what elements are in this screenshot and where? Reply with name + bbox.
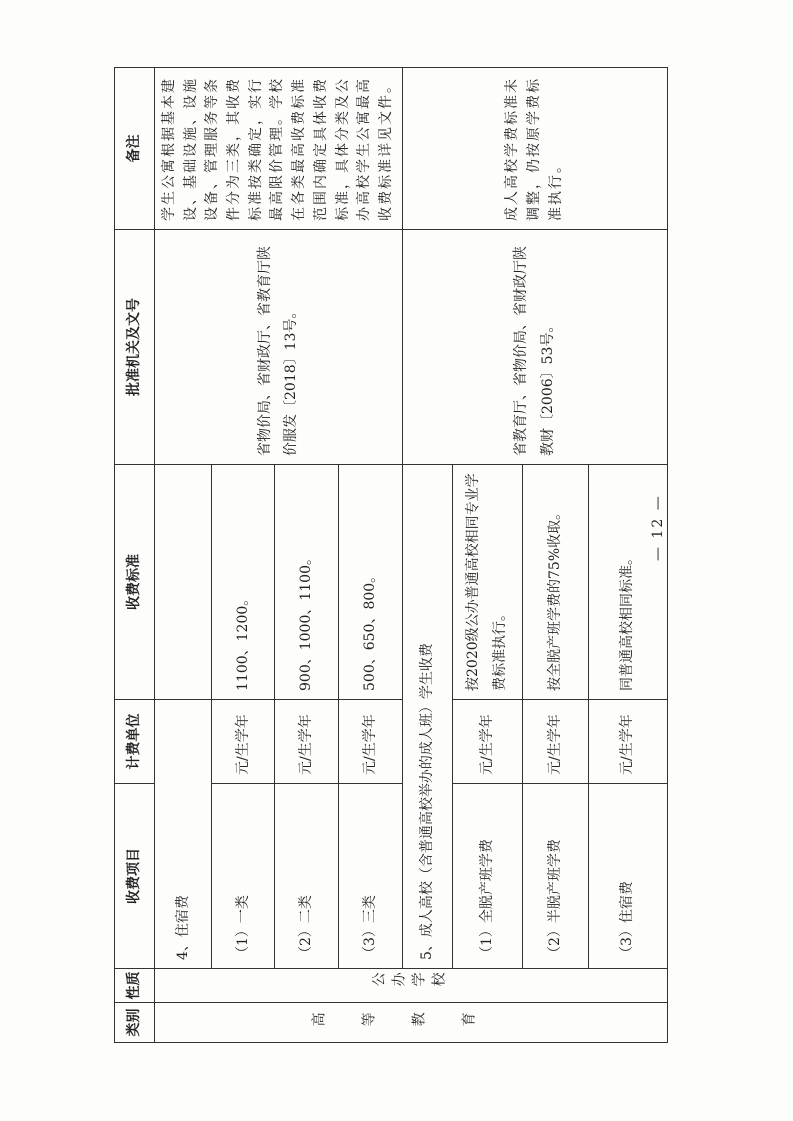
item-cell: （3）三类 xyxy=(338,784,402,969)
page-number: — 12 — xyxy=(650,494,666,561)
header-unit: 计费单位 xyxy=(115,700,155,784)
category-text: 高等教育 xyxy=(311,1012,512,1029)
unit-cell: 元/生学年 xyxy=(588,700,667,784)
section5-title-row xyxy=(402,68,452,1043)
standard-cell: 按2020级公办普通高校相同专业学费标准执行。 xyxy=(452,465,522,700)
section5-approval: 省教育厅、省物价局、省财政厅陕教财〔2006〕53号。 xyxy=(402,230,668,465)
standard-cell: 同普通高校相同标准。 xyxy=(588,465,667,700)
unit-cell: 元/生学年 xyxy=(452,700,522,784)
standard-cell: 500、650、800。 xyxy=(338,465,402,700)
fee-table xyxy=(114,67,668,1043)
standard-cell: 1100、1200。 xyxy=(211,465,275,700)
header-row xyxy=(115,68,155,1043)
unit-cell: 元/生学年 xyxy=(275,700,339,784)
standard-cell: 900、1000、1100。 xyxy=(275,465,339,700)
header-category: 类别 xyxy=(115,1003,155,1043)
unit-cell: 元/生学年 xyxy=(338,700,402,784)
header-standard: 收费标准 xyxy=(115,465,155,700)
header-approval: 批准机关及文号 xyxy=(115,230,155,465)
item-cell: （2）半脱产班学费 xyxy=(522,784,588,969)
section4-remark: 学生公寓根据基本建设、基础设施、设施设备、管理服务等条件分为三类，其收费标准按类确定，实行最高限价管理。学校在各类最高收费标准范围内确定具体收费标准，具体分类及公办高校学生公寓最高收费标准详见文件。 xyxy=(155,68,403,230)
spacer-cell xyxy=(667,465,668,969)
section5-title: 5、成人高校（含普通高校举办的成人班）学生收费 xyxy=(402,465,452,969)
section4-title: 4、住宿费 xyxy=(155,700,212,969)
header-item: 收费项目 xyxy=(115,784,155,969)
section4-approval: 省物价局、省财政厅、省教育厅陕价服发〔2018〕13号。 xyxy=(155,230,403,465)
section4-title-row xyxy=(155,68,212,1043)
header-remark: 备注 xyxy=(115,68,155,230)
item-cell: （1）一类 xyxy=(211,784,275,969)
unit-cell: 元/生学年 xyxy=(211,700,275,784)
item-cell: （1）全脱产班学费 xyxy=(452,784,522,969)
nature-text: 公办学校 xyxy=(371,972,452,989)
section5-remark: 成人高校学费标准未调整，仍按原学费标准执行。 xyxy=(402,68,668,230)
nature-cell xyxy=(155,969,668,1003)
section4-standard-empty xyxy=(155,465,212,700)
standard-cell: 按全脱产班学费的75%收取。 xyxy=(522,465,588,700)
header-nature: 性质 xyxy=(115,969,155,1003)
item-cell: （2）二类 xyxy=(275,784,339,969)
item-cell: （3）住宿费 xyxy=(588,784,667,969)
category-cell xyxy=(155,1003,668,1043)
unit-cell: 元/生学年 xyxy=(522,700,588,784)
